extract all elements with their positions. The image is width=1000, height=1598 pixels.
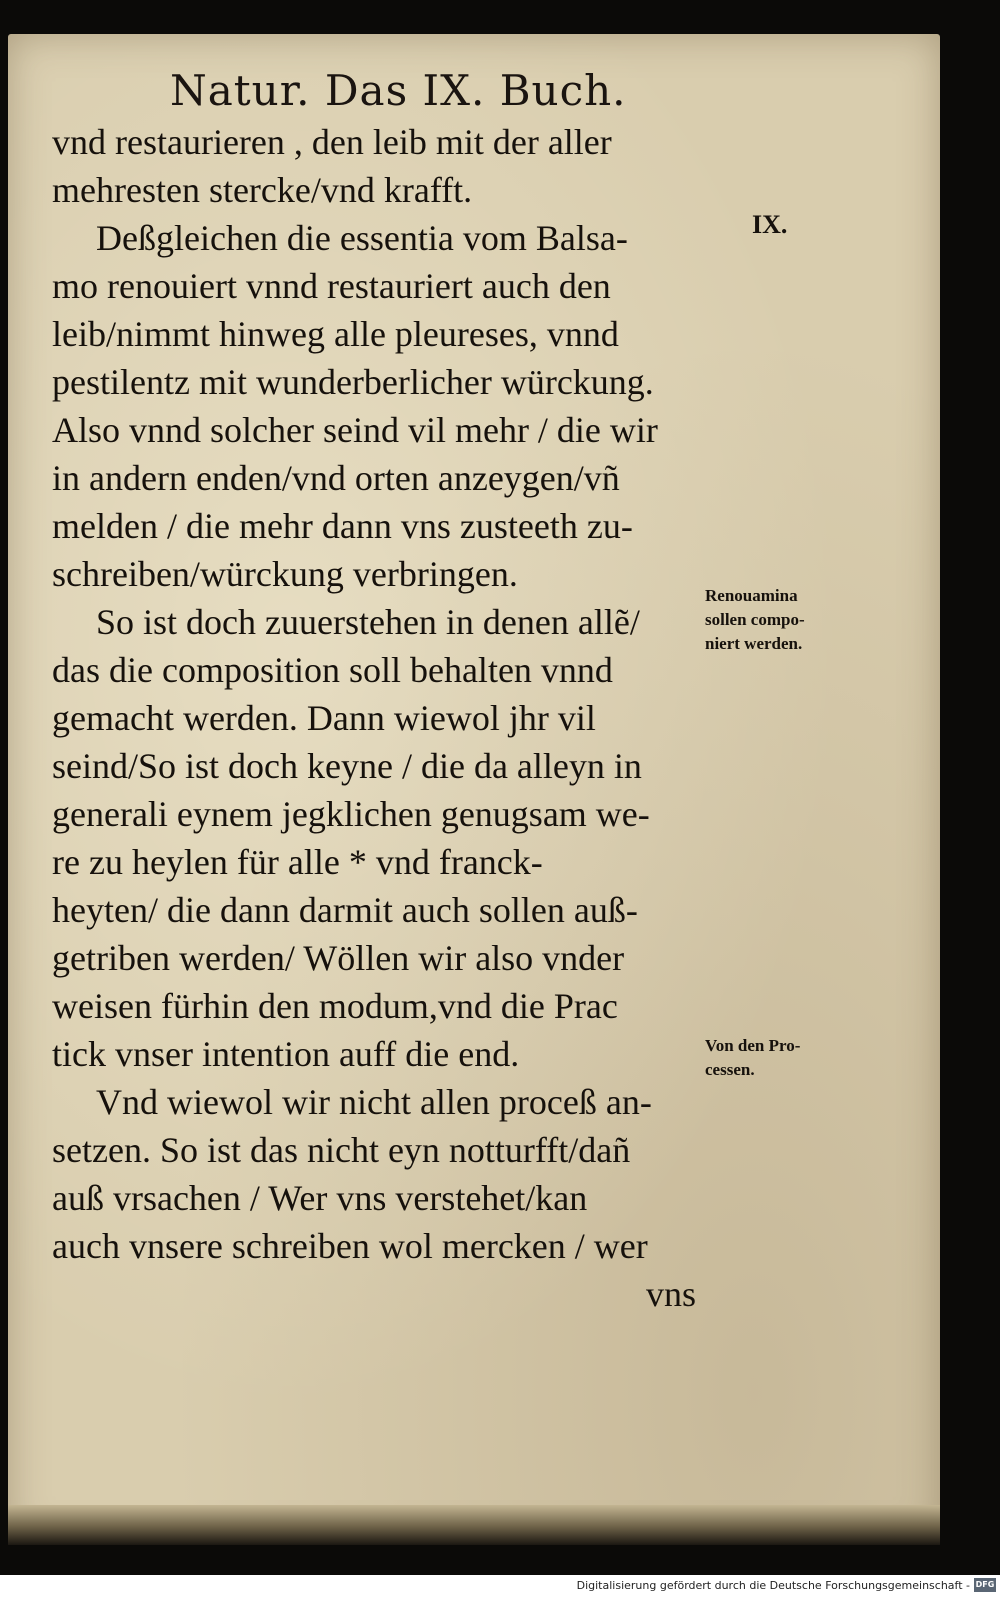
main-text-block <box>52 118 704 1318</box>
footer-credit: Digitalisierung gefördert durch die Deutsche Forschungsgemeinschaft - <box>576 1579 970 1592</box>
margin-note-ix: IX. <box>752 210 788 239</box>
dfg-logo: DFG <box>974 1578 996 1592</box>
text-line: schreiben/würckung verbringen. <box>52 554 518 594</box>
text-line: Also vnnd solcher seind vil mehr / die wir <box>52 410 658 450</box>
text-line: re zu heylen für alle * vnd franck- <box>52 842 543 882</box>
text-line: das die composition soll behalten vnnd <box>52 650 613 690</box>
text-line: weisen fürhin den modum,vnd die Prac <box>52 986 618 1026</box>
margin-note-line: cessen. <box>705 1060 755 1079</box>
text-line: Deßgleichen die essentia vom Balsa- <box>96 218 628 258</box>
text-line: heyten/ die dann darmit auch sollen auß- <box>52 890 638 930</box>
text-line: auß vrsachen / Wer vns verstehet/kan <box>52 1178 588 1218</box>
text-line: vns <box>645 1274 696 1314</box>
text-line: mehresten stercke/vnd krafft. <box>52 170 473 210</box>
text-line: getriben werden/ Wöllen wir also vnder <box>52 938 625 978</box>
text-line: tick vnser intention auff die end. <box>52 1034 520 1074</box>
text-line: generali eynem jegklichen genugsam we- <box>52 794 650 834</box>
text-line: in andern enden/vnd orten anzeygen/vñ <box>52 458 620 498</box>
text-line: gemacht werden. Dann wiewol jhr vil <box>52 698 596 738</box>
margin-note-line: sollen compo- <box>705 610 805 629</box>
footer-bar <box>0 1575 1000 1598</box>
text-line: vnd restaurieren , den leib mit der aller <box>52 122 612 162</box>
text-line: leib/nimmt hinweg alle pleureses, vnnd <box>52 314 619 354</box>
running-header: Natur. Das IX. Buch. <box>170 66 627 115</box>
margin-note-line: Von den Pro- <box>705 1036 801 1055</box>
text-line: setzen. So ist das nicht eyn notturfft/dañ <box>52 1130 631 1170</box>
text-line: pestilentz mit wunderberlicher würckung. <box>52 362 654 402</box>
text-line: melden / die mehr dann vns zusteeth zu- <box>52 506 633 546</box>
text-line: So ist doch zuuerstehen in denen allẽ/ <box>96 602 640 642</box>
margin-note-processen <box>705 1034 800 1082</box>
page-bottom-edge <box>8 1505 940 1545</box>
margin-note-renouamina <box>705 584 805 656</box>
text-line: Vnd wiewol wir nicht allen proceß an- <box>96 1082 652 1122</box>
margin-note-line: Renouamina <box>705 586 798 605</box>
text-line: mo renouiert vnnd restauriert auch den <box>52 266 611 306</box>
margin-note-line: niert werden. <box>705 634 803 653</box>
text-line: seind/So ist doch keyne / die da alleyn in <box>52 746 642 786</box>
text-line: auch vnsere schreiben wol mercken / wer <box>52 1226 648 1266</box>
